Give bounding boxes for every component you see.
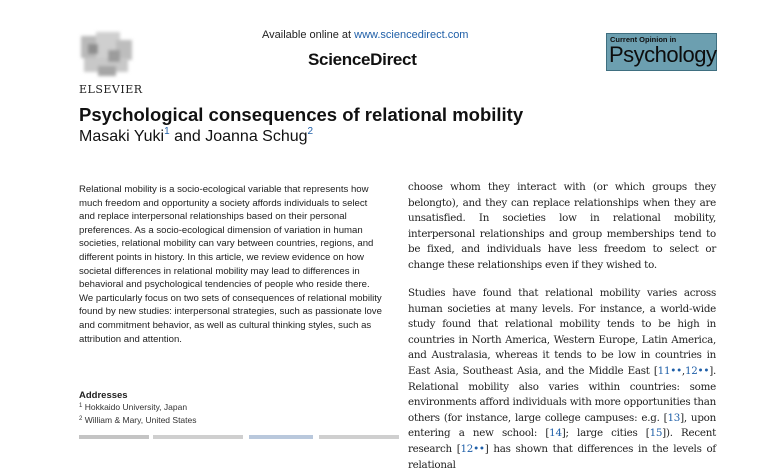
elsevier-tree-logo: [78, 30, 136, 80]
body-p2-part-c: ], upon entering a new school: [: [408, 411, 716, 440]
addresses-heading: Addresses: [79, 390, 128, 401]
publisher-wordmark: ELSEVIER: [79, 83, 143, 96]
sciencedirect-link[interactable]: www.sciencedirect.com: [354, 29, 469, 41]
citation-separator: ,: [681, 364, 685, 377]
address-1-mark: 1: [79, 403, 83, 409]
journal-cover-line1: Current Opinion in: [610, 35, 677, 44]
journal-cover: [606, 33, 717, 71]
address-2-mark: 2: [79, 416, 83, 422]
author-separator: and: [169, 128, 206, 145]
body-p2-part-b: ]. Relational mobility also varies within countries: some environments afford individuals with more opportunities than others (for instance, large college campuses: e.g. [: [408, 364, 716, 424]
citation-13[interactable]: 13: [667, 411, 681, 424]
address-2-text: William & Mary, United States: [82, 415, 197, 425]
available-prefix: Available online at: [262, 29, 355, 41]
citation-15[interactable]: 15: [649, 427, 663, 440]
journal-cover-title: Psychology: [609, 42, 717, 67]
abstract-text: Relational mobility is a socio-ecological variable that represents how much freedom and opportunity a society affords individuals to select and replace interpersonal relationships based on their personal preferences. As a socio-ecological dimension of variation in human societies, relational mobility can vary between countries, regions, and different points in history. In this article, we review evidence on how societal differences in relational mobility may lead to differences in behavioral and psychological tendencies of people who reside there. We particularly focus on two sets of consequences of relational mobility found by new studies: interpersonal strategies, such as passionate love and commitment behavior, as well as cultural thinking styles, such as attribution and attention.: [79, 184, 382, 345]
author-2[interactable]: Joanna Schug: [205, 128, 308, 145]
body-p2-part-a: Studies have found that relational mobility varies across human societies at many levels. For instance, a world-wide study found that relational mobility tends to be high in countries in North America, Western Europe, Latin America, and Australasia, whereas it tends to be low in countries in East Asia, Southeast Asia, and the Middle East [: [408, 287, 716, 377]
author-line: [79, 128, 313, 146]
availability-line: [262, 29, 468, 41]
citation-12[interactable]: 12••: [684, 364, 710, 377]
article-title: Psychological consequences of relational mobility: [79, 104, 524, 125]
citation-11[interactable]: 11••: [657, 364, 682, 377]
citation-14[interactable]: 14: [549, 427, 562, 440]
address-2: [79, 415, 197, 425]
author-1-affiliation-mark[interactable]: 1: [164, 126, 170, 137]
body-paragraph-2: [408, 286, 717, 471]
author-1[interactable]: Masaki Yuki: [79, 128, 165, 145]
body-p2-part-e: ]). Recent research [: [408, 427, 717, 455]
body-p2-part-f: ] has shown that differences in the levels of relational: [408, 442, 716, 471]
corresponding-email-line-cropped: [79, 432, 419, 442]
sciencedirect-brand: ScienceDirect: [308, 50, 417, 69]
citation-12-repeat[interactable]: 12••: [460, 442, 485, 455]
address-1: [79, 402, 187, 412]
body-paragraph-1: choose whom they interact with (or which groups they belongto), and they can replace relationships when they are unsatisfied. In societies low in relational mobility, interpersonal relationships and group memberships tend to be fixed, and individuals have less freedom to select or change these relationships even if they wished to.: [408, 181, 716, 271]
author-2-affiliation-mark[interactable]: 2: [307, 126, 314, 137]
address-1-text: Hokkaido University, Japan: [82, 402, 188, 412]
body-p2-part-d: ]; large cities [: [561, 427, 650, 440]
